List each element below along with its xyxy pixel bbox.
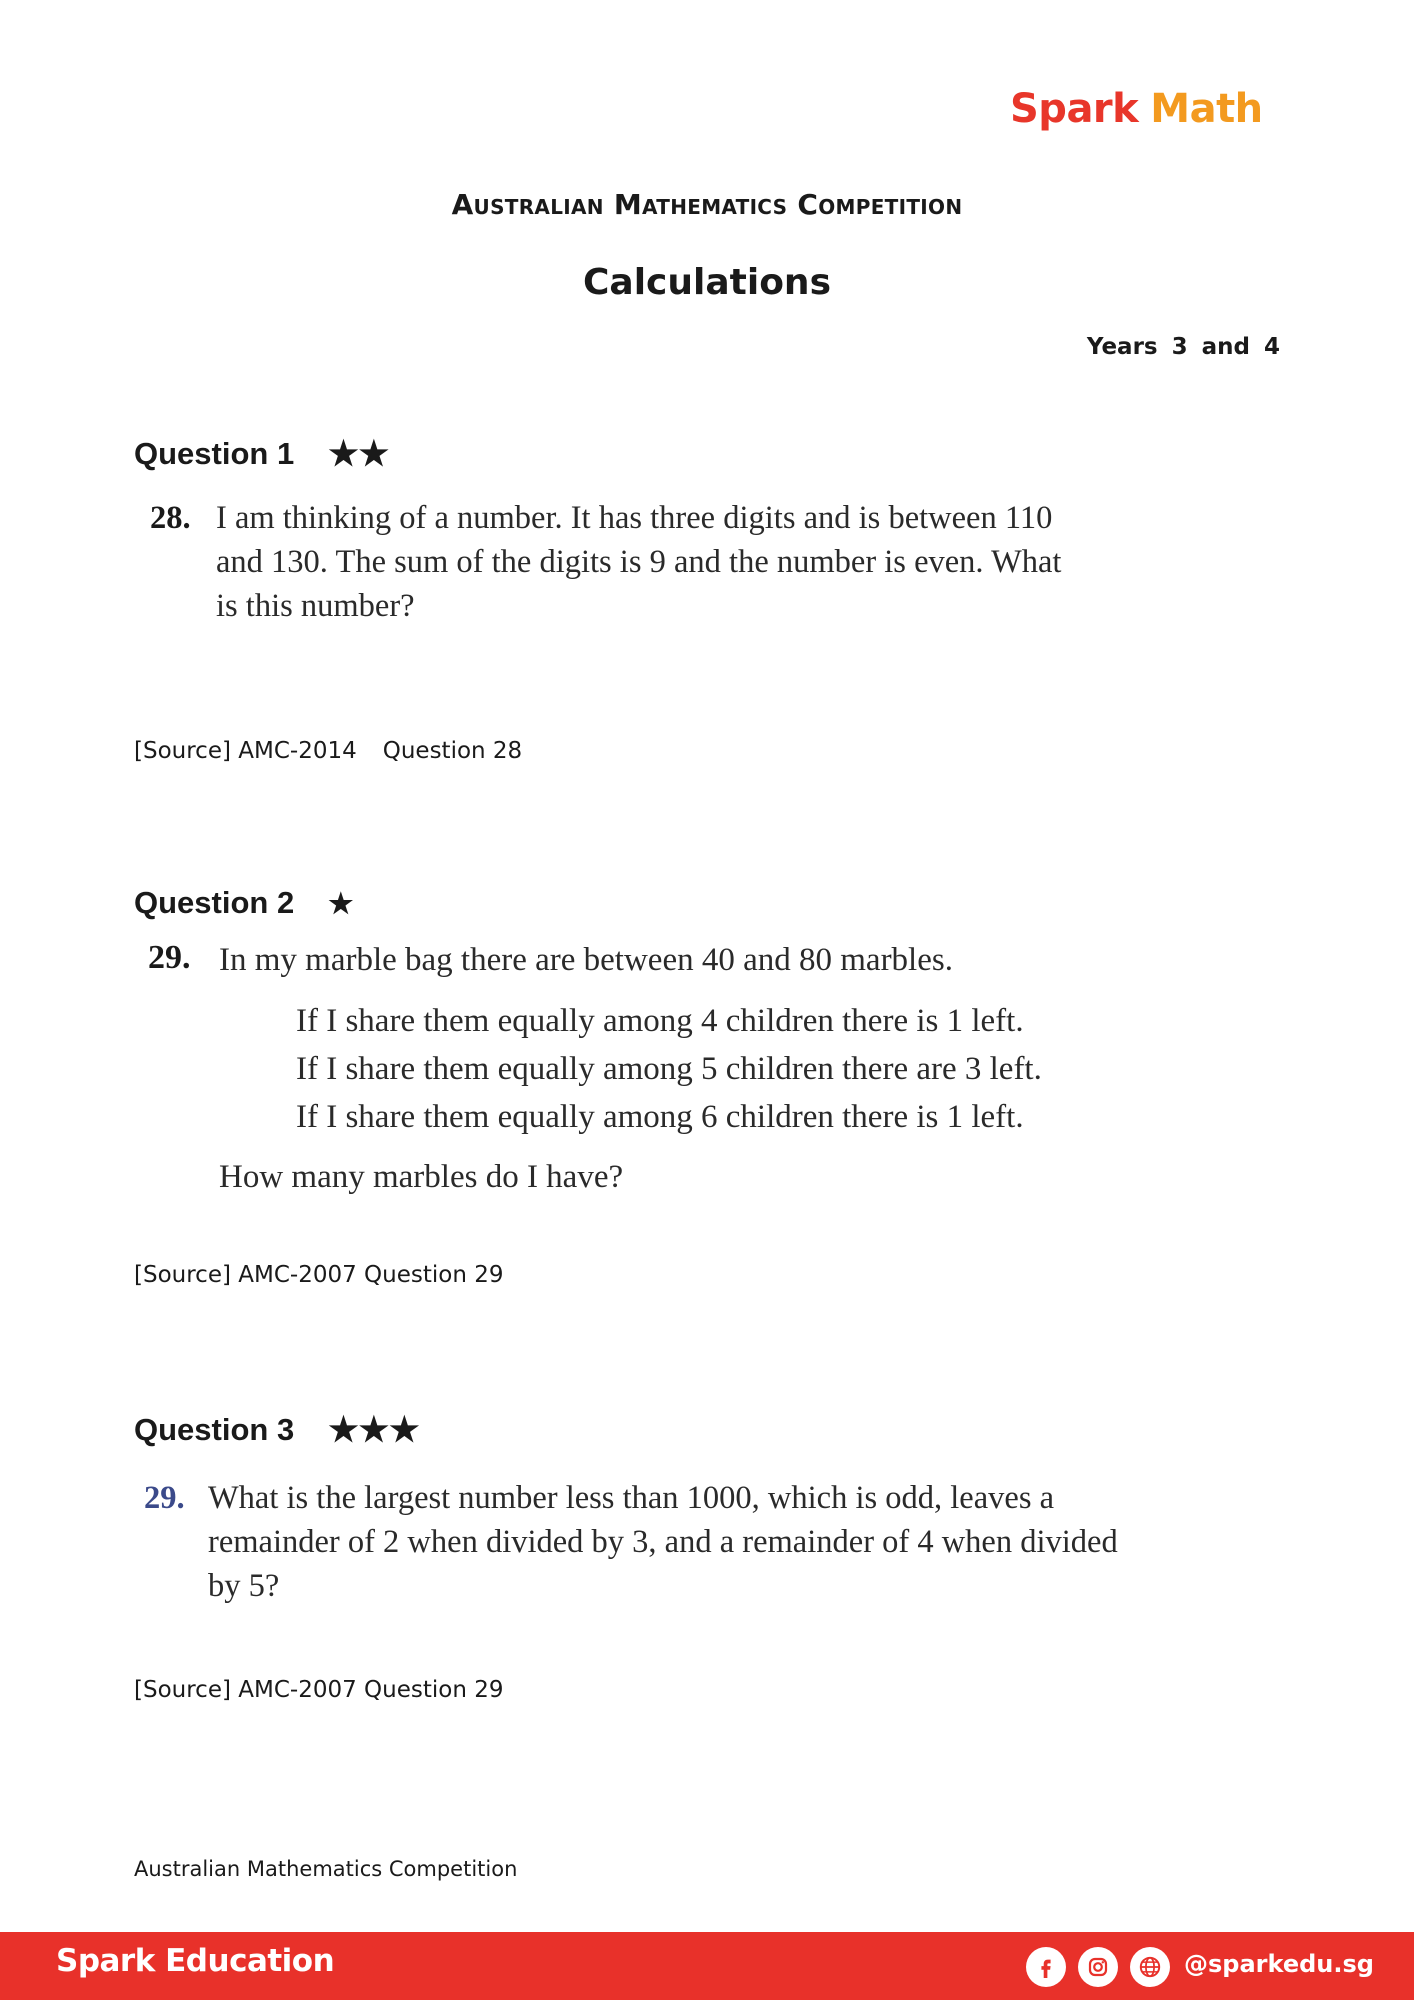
- problem-intro: In my marble bag there are between 40 and 80 marbles.: [219, 942, 953, 978]
- difficulty-stars-icon: ★★★: [328, 1411, 420, 1449]
- spark-math-logo: [1010, 78, 1263, 140]
- topic-title: Calculations: [583, 262, 831, 303]
- facebook-icon[interactable]: [1026, 1947, 1066, 1987]
- source-label: [Source] AMC-2007 Question 29: [134, 1677, 504, 1703]
- question-3-title: Question 3: [134, 1412, 295, 1447]
- condition-line: If I share them equally among 6 children there is 1 left.: [296, 1099, 1024, 1135]
- social-icons: [1026, 1947, 1170, 1987]
- social-handle: @sparkedu.sg: [1184, 1950, 1374, 1978]
- source-label: [Source] AMC-2007 Question 29: [134, 1262, 504, 1288]
- problem-line: What is the largest number less than 1000, which is odd, leaves a: [208, 1480, 1055, 1516]
- difficulty-stars-icon: ★: [328, 887, 354, 919]
- problem-ask: How many marbles do I have?: [219, 1159, 624, 1195]
- problem-line: is this number?: [216, 588, 415, 624]
- question-2-source: [134, 1262, 503, 1288]
- question-2-heading: [134, 885, 353, 921]
- spark-education-logo: Spark Education: [56, 1943, 335, 1979]
- logo-math-text: Math: [1150, 86, 1263, 132]
- condition-line: If I share them equally among 4 children there is 1 left.: [296, 1003, 1024, 1039]
- question-3-heading: [134, 1410, 420, 1450]
- problem-line: remainder of 2 when divided by 3, and a remainder of 4 when divided: [208, 1524, 1118, 1560]
- source-label: [Source] AMC-2014: [134, 738, 357, 764]
- problem-line: and 130. The sum of the digits is 9 and the number is even. What: [216, 544, 1062, 580]
- problem-number: 29.: [148, 939, 191, 976]
- globe-icon[interactable]: [1130, 1947, 1170, 1987]
- question-1-source: [134, 738, 522, 764]
- problem-line: by 5?: [208, 1568, 280, 1604]
- source-question: Question 28: [382, 738, 523, 764]
- question-3-source: [134, 1677, 503, 1703]
- instagram-icon[interactable]: [1078, 1947, 1118, 1987]
- competition-title: Australian Mathematics Competition: [451, 188, 963, 221]
- question-1-title: Question 1: [134, 436, 295, 471]
- question-3-body: [144, 1476, 1294, 1608]
- problem-line: I am thinking of a number. It has three digits and is between 110: [216, 500, 1053, 536]
- question-1-heading: [134, 434, 389, 474]
- problem-number: 28.: [150, 500, 191, 536]
- years-label: Years 3 and 4: [1086, 334, 1280, 360]
- condition-line: If I share them equally among 5 children there are 3 left.: [296, 1051, 1042, 1087]
- question-2-title: Question 2: [134, 885, 295, 920]
- footer-text: Australian Mathematics Competition: [134, 1857, 518, 1881]
- question-1-body: [150, 496, 1290, 628]
- difficulty-stars-icon: ★★: [328, 435, 390, 473]
- question-2-body: [148, 936, 1308, 1201]
- problem-number: 29.: [144, 1480, 185, 1516]
- logo-spark-text: Spark: [1010, 86, 1139, 132]
